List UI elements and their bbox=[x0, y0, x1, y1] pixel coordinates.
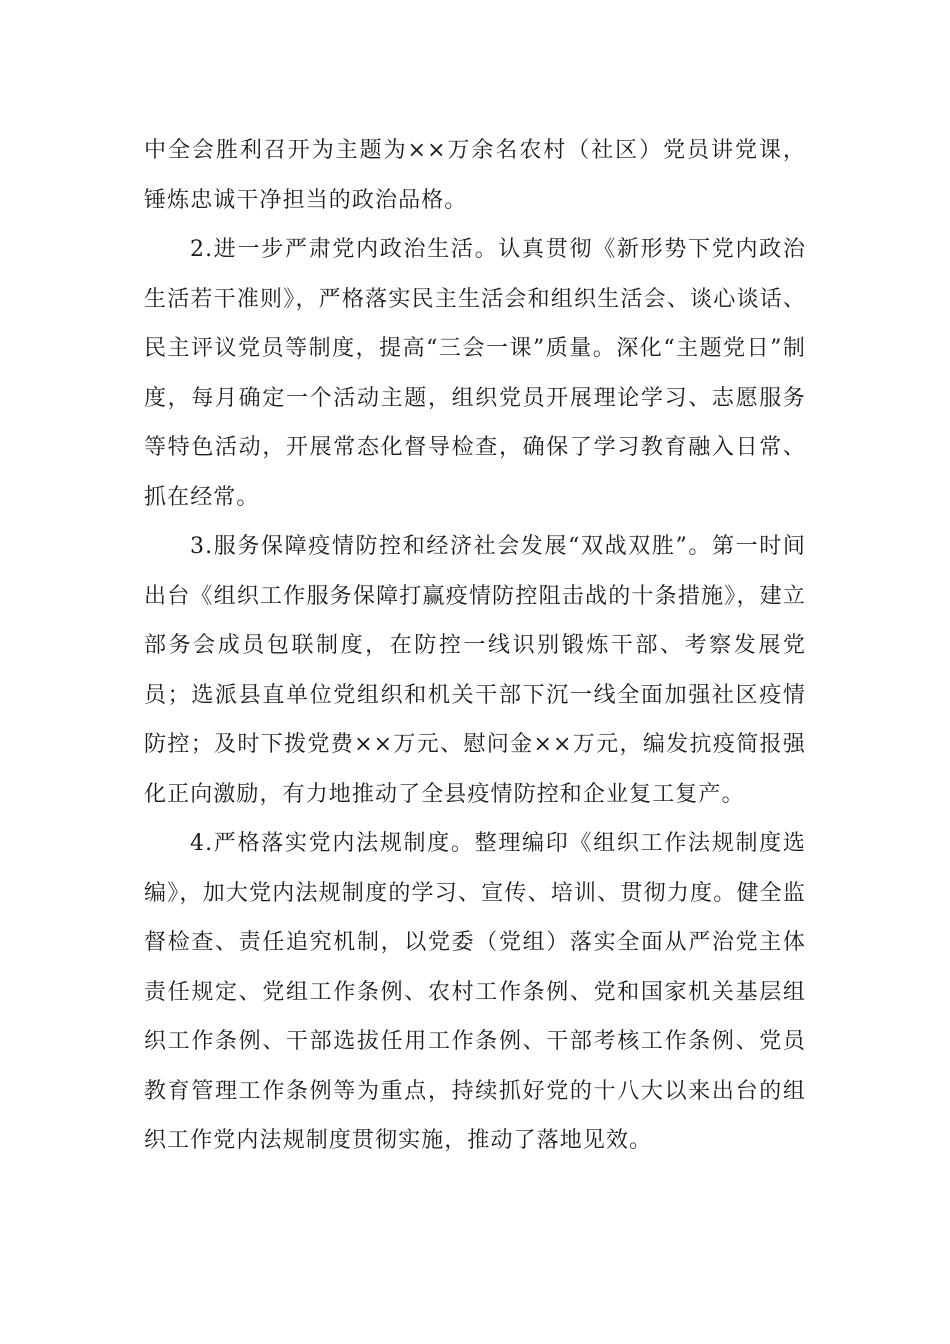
paragraph-item-4: 4.严格落实党内法规制度。整理编印《组织工作法规制度选编》，加大党内法规制度的学习、宣传、培训、贯彻力度。健全监督检查、责任追究机制，以党委（党组）落实全面从严治党主体责任规定、党组工作条例、农村工作条例、党和国家机关基层组织工作条例、干部选拔任用工作条例、干部考核工作条例、党员教育管理工作条例等为重点，持续抓好党的十八大以来出台的组织工作党内法规制度贯彻实施，推动了落地见效。 bbox=[144, 831, 806, 1153]
paragraph-item-2: 2.进一步严肃党内政治生活。认真贯彻《新形势下党内政治生活若干准则》，严格落实民主生活会和组织生活会、谈心谈话、民主评议党员等制度，提高“三会一课”质量。深化“主题党日”制度，每月确定一个活动主题，组织党员开展理论学习、志愿服务等特色活动，开展常态化督导检查，确保了学习教育融入日常、抓在经常。 bbox=[144, 237, 806, 510]
paragraph-continued: 中全会胜利召开为主题为××万余名农村（社区）党员讲党课，锤炼忠诚干净担当的政治品格。 bbox=[144, 138, 806, 213]
paragraph-item-3: 3.服务保障疫情防控和经济社会发展“双战双胜”。第一时间出台《组织工作服务保障打赢疫情防控阻击战的十条措施》，建立部务会成员包联制度，在防控一线识别锻炼干部、考察发展党员；选派县直单位党组织和机关干部下沉一线全面加强社区疫情防控；及时下拨党费××万元、慰问金××万元，编发抗疫简报强化正向激励，有力地推动了全县疫情防控和企业复工复产。 bbox=[144, 534, 806, 807]
document-body bbox=[144, 126, 806, 1166]
